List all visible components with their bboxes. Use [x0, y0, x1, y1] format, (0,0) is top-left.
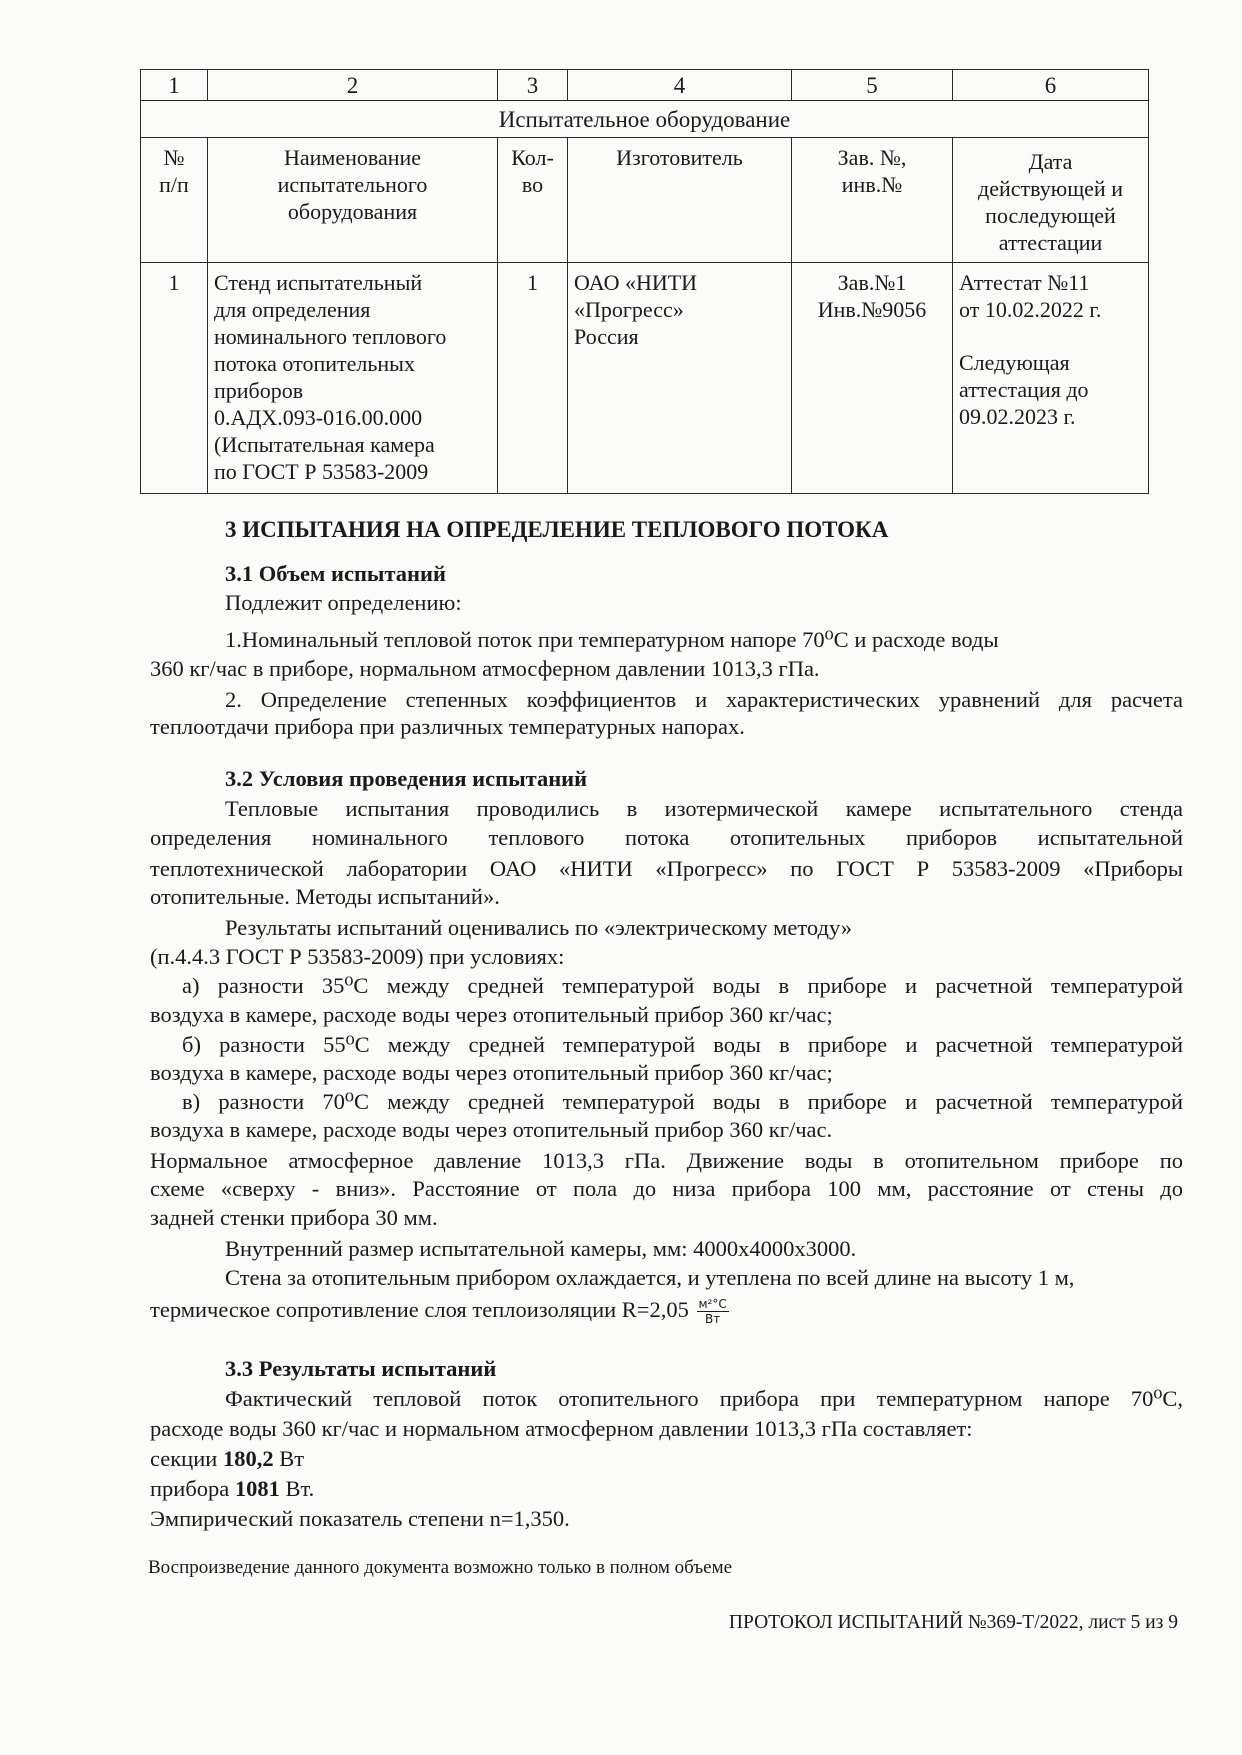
- paragraph-line: отопительные. Методы испытаний».: [150, 884, 500, 909]
- col-number: 2: [208, 70, 498, 101]
- paragraph-line: воздуха в камере, расходе воды через отопительный прибор 360 кг/час.: [150, 1117, 833, 1142]
- paragraph-line: теплоотдачи прибора при различных температурных напорах.: [150, 714, 745, 739]
- header-maker: Изготовитель: [568, 138, 792, 263]
- col-number: 3: [498, 70, 568, 101]
- header-date: Дата действующей и последующей аттестации: [953, 138, 1149, 263]
- paragraph-line: Стена за отопительным прибором охлаждается, и утеплена по всей длине на высоту 1 м,: [225, 1265, 1075, 1290]
- row-attestation: Аттестат №11 от 10.02.2022 г. Следующая аттестация до 09.02.2023 г.: [953, 263, 1149, 494]
- paragraph-line: Тепловые испытания проводились в изотермической камере испытательного стенда: [225, 796, 1183, 821]
- header-name: Наименование испытательного оборудования: [208, 138, 498, 263]
- paragraph-line: Подлежит определению:: [225, 590, 462, 615]
- protocol-footer: ПРОТОКОЛ ИСПЫТАНИЙ №369-Т/2022, лист 5 из 9: [728, 1612, 1178, 1633]
- subsection-title-3-2: 3.2 Условия проведения испытаний: [225, 766, 588, 791]
- equipment-table: [140, 69, 1149, 494]
- subsection-title-3-1: 3.1 Объем испытаний: [225, 561, 446, 586]
- result-section-flow: секции 180,2 Вт: [150, 1446, 305, 1471]
- result-device-flow: прибора 1081 Вт.: [150, 1476, 315, 1501]
- thermal-resistance-unit: $\frac{\text{м²°С}}{Вт}$: [698, 1297, 727, 1327]
- row-name: Стенд испытательный для определения номинального теплового потока отопительных приборов 0.АДХ.093-016.00.000 (Испытательная камера по ГОСТ Р 53583-2009: [208, 263, 498, 494]
- paragraph-line: расходе воды 360 кг/час и нормальном атмосферном давлении 1013,3 гПа составляет:: [150, 1416, 973, 1441]
- table-row: [141, 263, 1149, 494]
- paragraph-line: термическое сопротивление слоя теплоизоляции R=2,05 $\frac{\text{м²°С}}{Вт}$: [150, 1297, 727, 1327]
- paragraph-line: воздуха в камере, расходе воды через отопительный прибор 360 кг/час;: [150, 1002, 833, 1027]
- paragraph-line: определения номинального теплового потока отопительных приборов испытательной: [150, 825, 1183, 850]
- table-caption: Испытательное оборудование: [141, 101, 1149, 138]
- paragraph-line: б) разности 55⁰С между средней температурой воды в приборе и расчетной температурой: [182, 1032, 1183, 1057]
- col-number: 5: [792, 70, 953, 101]
- paragraph-line: воздуха в камере, расходе воды через отопительный прибор 360 кг/час;: [150, 1060, 833, 1085]
- col-number: 6: [953, 70, 1149, 101]
- paragraph-line: 2. Определение степенных коэффициентов и характеристических уравнений для расчета: [225, 687, 1183, 712]
- section-title: 3 ИСПЫТАНИЯ НА ОПРЕДЕЛЕНИЕ ТЕПЛОВОГО ПОТОКА: [225, 517, 889, 542]
- col-number: 1: [141, 70, 208, 101]
- header-num: № п/п: [141, 138, 208, 263]
- paragraph-line: Нормальное атмосферное давление 1013,3 гПа. Движение воды в отопительном приборе по: [150, 1148, 1183, 1173]
- paragraph-line: а) разности 35⁰С между средней температурой воды в приборе и расчетной температурой: [182, 973, 1183, 998]
- header-serial: Зав. №, инв.№: [792, 138, 953, 263]
- paragraph-line: в) разности 70⁰С между средней температурой воды в приборе и расчетной температурой: [182, 1089, 1183, 1114]
- reproduction-note: Воспроизведение данного документа возможно только в полном объеме: [148, 1557, 733, 1578]
- paragraph-line: схеме «сверху - вниз». Расстояние от пола до низа прибора 100 мм, расстояние от стены до: [150, 1176, 1183, 1201]
- paragraph-line: Результаты испытаний оценивались по «электрическому методу»: [225, 915, 853, 940]
- row-maker: ОАО «НИТИ «Прогресс» Россия: [568, 263, 792, 494]
- row-num: 1: [141, 263, 208, 494]
- paragraph-line: Фактический тепловой поток отопительного прибора при температурном напоре 70⁰С,: [225, 1386, 1183, 1411]
- paragraph-line: теплотехнической лаборатории ОАО «НИТИ «Прогресс» по ГОСТ Р 53583-2009 «Приборы: [150, 856, 1183, 881]
- paragraph-line: 360 кг/час в приборе, нормальном атмосферном давлении 1013,3 гПа.: [150, 656, 820, 681]
- paragraph-line: задней стенки прибора 30 мм.: [150, 1205, 438, 1230]
- row-serial: Зав.№1 Инв.№9056: [792, 263, 953, 494]
- header-qty: Кол- во: [498, 138, 568, 263]
- paragraph-line: (п.4.4.3 ГОСТ Р 53583-2009) при условиях:: [150, 944, 565, 969]
- column-numbers-row: [141, 70, 1149, 101]
- row-qty: 1: [498, 263, 568, 494]
- table-header-row: [141, 138, 1149, 263]
- paragraph-line: Внутренний размер испытательной камеры, мм: 4000х4000х3000.: [225, 1236, 857, 1261]
- result-exponent: Эмпирический показатель степени n=1,350.: [150, 1506, 570, 1531]
- paragraph-line: 1.Номинальный тепловой поток при температурном напоре 70⁰С и расходе воды: [225, 627, 999, 652]
- subsection-title-3-3: 3.3 Результаты испытаний: [225, 1356, 497, 1381]
- col-number: 4: [568, 70, 792, 101]
